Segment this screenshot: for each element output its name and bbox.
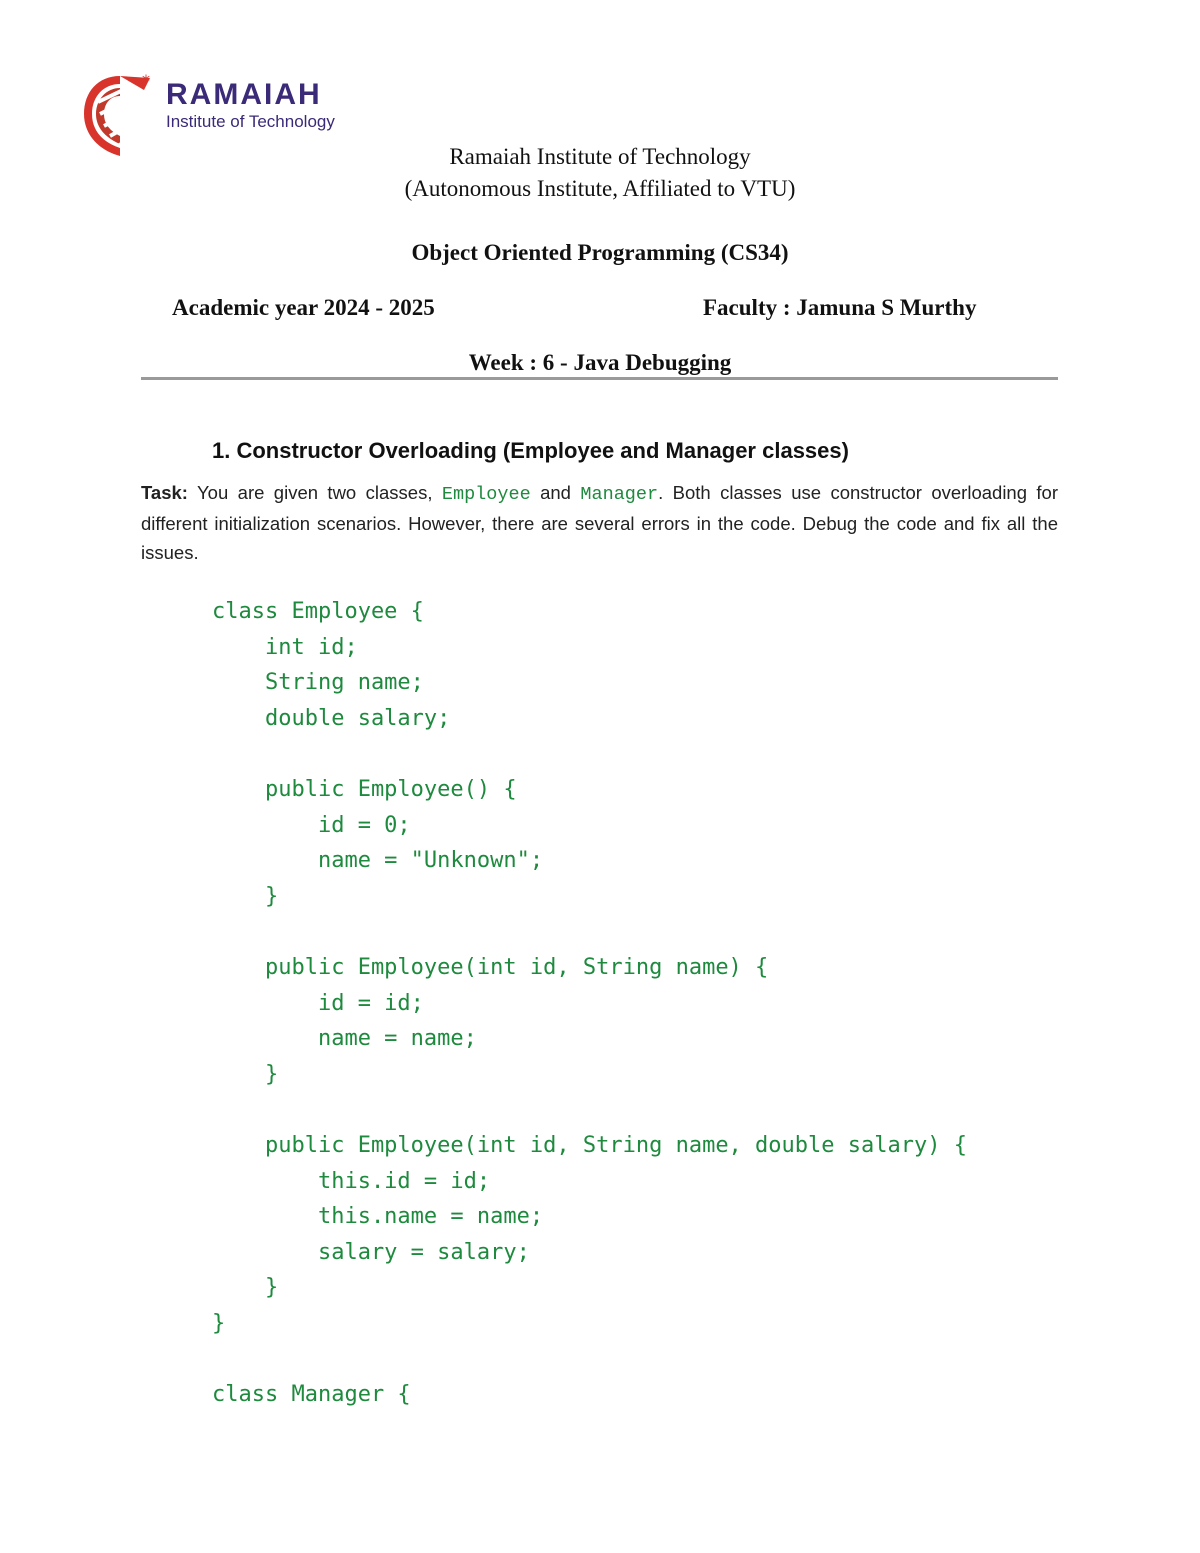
svg-text:*: *: [142, 71, 150, 90]
code-line: }: [212, 1275, 279, 1301]
header-divider: [141, 377, 1058, 380]
code-line: [212, 914, 967, 950]
code-line: salary = salary;: [212, 1239, 530, 1265]
code-line: class Manager {: [212, 1382, 411, 1408]
week-title: Week : 6 - Java Debugging: [468, 350, 732, 375]
code-line: class Employee {: [212, 599, 424, 624]
class-name-employee: Employee: [441, 484, 531, 505]
task-text-3: . Both classes use constructor overloading for different initialization scenarios. However, there are several errors in the code. Debug the code and fix all the issues.: [141, 482, 1058, 563]
code-line: [212, 1341, 967, 1377]
code-line: id = 0;: [212, 812, 411, 838]
code-line: [212, 736, 967, 772]
academic-year: Academic year 2024 - 2025: [172, 295, 435, 320]
course-title: Object Oriented Programming (CS34): [411, 240, 789, 265]
code-line: this.name = name;: [212, 1204, 544, 1230]
code-line: this.id = id;: [212, 1168, 491, 1194]
code-line: public Employee(int id, String name, double salary) {: [212, 1132, 967, 1158]
code-line: [212, 1092, 967, 1128]
code-line: }: [212, 1061, 279, 1087]
code-line: id = id;: [212, 990, 424, 1016]
code-line: name = name;: [212, 1026, 477, 1052]
code-line: String name;: [212, 670, 424, 696]
task-description: [141, 478, 1058, 567]
institute-name: Ramaiah Institute of Technology: [449, 144, 751, 169]
code-line: public Employee() {: [212, 776, 517, 802]
code-line: int id;: [212, 634, 358, 660]
logo-subtitle: Institute of Technology: [166, 112, 335, 131]
task-label: Task:: [141, 482, 188, 503]
task-text-1: You are given two classes,: [187, 482, 442, 503]
code-line: }: [212, 1310, 226, 1336]
code-line: }: [212, 883, 279, 909]
section-title: 1. Constructor Overloading (Employee and Manager classes): [212, 438, 849, 463]
faculty-name: Faculty : Jamuna S Murthy: [703, 295, 977, 320]
code-line: double salary;: [212, 705, 451, 731]
code-line: name = "Unknown";: [212, 848, 544, 874]
institute-affiliation: (Autonomous Institute, Affiliated to VTU): [404, 176, 796, 201]
class-name-manager: Manager: [580, 484, 659, 505]
task-text-2: and: [530, 482, 581, 503]
code-block: [212, 594, 967, 1413]
logo-brand: RAMAIAH: [166, 78, 322, 111]
code-line: public Employee(int id, String name) {: [212, 954, 769, 980]
